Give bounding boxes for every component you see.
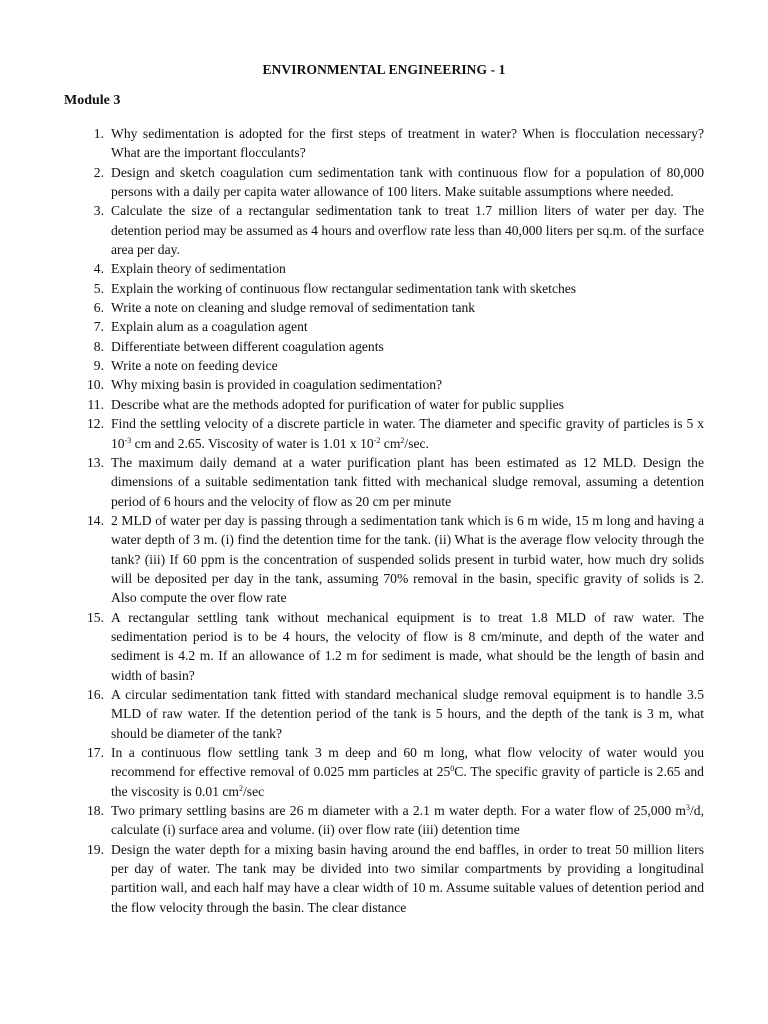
- question-text: 2 MLD of water per day is passing through a sedimentation tank which is 6 m wide, 15 m long and having a water depth of 3 m. (i) find the detention time for the tank. (ii) What is the average flow velocity through the tank? (iii) If 60 ppm is the concentration of suspended solids present in turbid water, how much dry solids will be deposited per day in the tank, assuming 70% removal in the basin, specific gravity of solids is 2. Also compute the over flow rate: [111, 512, 704, 606]
- question-text-segment: C. The specific gravity of particle is 2.65 and the viscosity is 0.01 cm: [111, 764, 704, 799]
- question-number: 8.: [93, 338, 104, 354]
- superscript: 2: [239, 783, 243, 793]
- superscript: 0: [450, 764, 455, 774]
- superscript: -2: [373, 435, 381, 445]
- question-number: 9.: [93, 358, 104, 374]
- question-number: 10.: [87, 377, 104, 393]
- question-text-segment: Find the settling velocity of a discrete particle in water. The diameter and specific gravity of particles is 5 x 10: [111, 416, 704, 451]
- question-text: Design and sketch coagulation cum sedimentation tank with continuous flow for a population of 80,000 persons with a daily per capita water allowance of 100 liters. Make suitable assumptions where needed.: [111, 164, 704, 200]
- question-item: [64, 743, 704, 801]
- question-text: Describe what are the methods adopted for purification of water for public supplies: [111, 396, 564, 412]
- question-text-segment: /d, calculate (i) surface area and volume. (ii) over flow rate (iii) detention time: [111, 803, 704, 838]
- question-text-segment: /sec: [243, 783, 265, 799]
- question-item: [64, 395, 704, 414]
- superscript: 3: [686, 803, 691, 813]
- document-title: ENVIRONMENTAL ENGINEERING - 1: [262, 62, 506, 77]
- question-text: [111, 803, 704, 837]
- question-number: 7.: [93, 319, 104, 335]
- question-number: 5.: [93, 280, 104, 296]
- question-number: 19.: [87, 841, 104, 857]
- question-item: [64, 511, 704, 608]
- question-item: [64, 317, 704, 336]
- question-number: 12.: [87, 416, 104, 432]
- question-number: 2.: [93, 164, 104, 180]
- question-item: [64, 259, 704, 278]
- question-text: Design the water depth for a mixing basin having around the end baffles, in order to treat 50 million liters per day of water. The tank may be divided into two similar compartments by providing a longitudinal partition wall, and each half may have a clear width of 10 m. Assume suitable values of detention period and the flow velocity through the basin. The clear distance: [111, 841, 704, 915]
- question-number: 17.: [87, 745, 104, 760]
- question-text: Why mixing basin is provided in coagulation sedimentation?: [111, 377, 443, 393]
- question-item: [64, 356, 704, 375]
- question-text: Explain the working of continuous flow rectangular sedimentation tank with sketches: [111, 280, 577, 296]
- question-text: [111, 416, 704, 450]
- question-text-segment: cm: [380, 435, 401, 451]
- superscript: 2: [400, 435, 405, 445]
- question-text: Calculate the size of a rectangular sedimentation tank to treat 1.7 million liters of water per day. The detention period may be assumed as 4 hours and overflow rate less than 40,000 liters per sq.m. of the surface area per day.: [111, 203, 704, 258]
- question-text: Explain alum as a coagulation agent: [111, 319, 308, 335]
- question-item: [64, 337, 704, 356]
- question-item: [64, 163, 704, 202]
- question-number: 4.: [93, 261, 104, 277]
- question-text-segment: Two primary settling basins are 26 m diameter with a 2.1 m water depth. For a water flow of 25,000 m: [111, 803, 687, 819]
- question-item: [64, 375, 704, 394]
- question-text-segment: In a continuous flow settling tank 3 m deep and 60 m long, what flow velocity of water would you recommend for effective removal of 0.025 mm particles at 25: [111, 745, 704, 780]
- question-number: 6.: [93, 300, 104, 316]
- question-item: [64, 453, 704, 511]
- question-number: 3.: [93, 203, 104, 219]
- question-item: [64, 124, 704, 163]
- question-text: Why sedimentation is adopted for the first steps of treatment in water? When is flocculation necessary? What are the important flocculants?: [111, 126, 704, 161]
- question-list: [64, 124, 704, 917]
- question-text: The maximum daily demand at a water purification plant has been estimated as 12 MLD. Design the dimensions of a suitable sedimentation tank fitted with mechanical sludge removal, assuming a detention period of 6 hours and the velocity of flow as 20 cm per minute: [111, 454, 704, 509]
- question-item: [64, 298, 704, 317]
- question-number: 15.: [87, 609, 104, 625]
- question-number: 18.: [87, 803, 104, 819]
- question-number: 14.: [87, 512, 104, 528]
- question-item: [64, 279, 704, 298]
- question-item: [64, 840, 704, 917]
- question-text: Explain theory of sedimentation: [111, 261, 286, 277]
- question-item: [64, 608, 704, 685]
- question-item: [64, 414, 704, 453]
- question-text: Write a note on feeding device: [111, 358, 278, 374]
- question-number: 1.: [93, 126, 104, 141]
- question-number: 16.: [87, 686, 104, 702]
- question-number: 13.: [87, 454, 104, 470]
- question-item: [64, 685, 704, 743]
- superscript: -3: [124, 435, 132, 445]
- question-text-segment: /sec.: [404, 435, 429, 451]
- module-heading: Module 3: [64, 93, 121, 108]
- question-text-segment: cm and 2.65. Viscosity of water is 1.01 x 10: [131, 435, 374, 451]
- question-text: [111, 745, 704, 799]
- question-number: 11.: [87, 396, 104, 412]
- question-item: [64, 801, 704, 840]
- question-item: [64, 201, 704, 259]
- question-text: Differentiate between different coagulation agents: [111, 338, 384, 354]
- question-text: A rectangular settling tank without mechanical equipment is to treat 1.8 MLD of raw water. The sedimentation period is to be 4 hours, the velocity of flow is 8 cm/minute, and depth of the water and sediment is 4.2 m. If an allowance of 1.2 m for sediment is made, what should be the length of basin and width of basin?: [111, 609, 704, 683]
- question-text: A circular sedimentation tank fitted with standard mechanical sludge removal equipment is to handle 3.5 MLD of raw water. If the detention period of the tank is 5 hours, and the depth of the tank is 3 m, what should be diameter of the tank?: [111, 686, 704, 741]
- question-text: Write a note on cleaning and sludge removal of sedimentation tank: [111, 300, 476, 316]
